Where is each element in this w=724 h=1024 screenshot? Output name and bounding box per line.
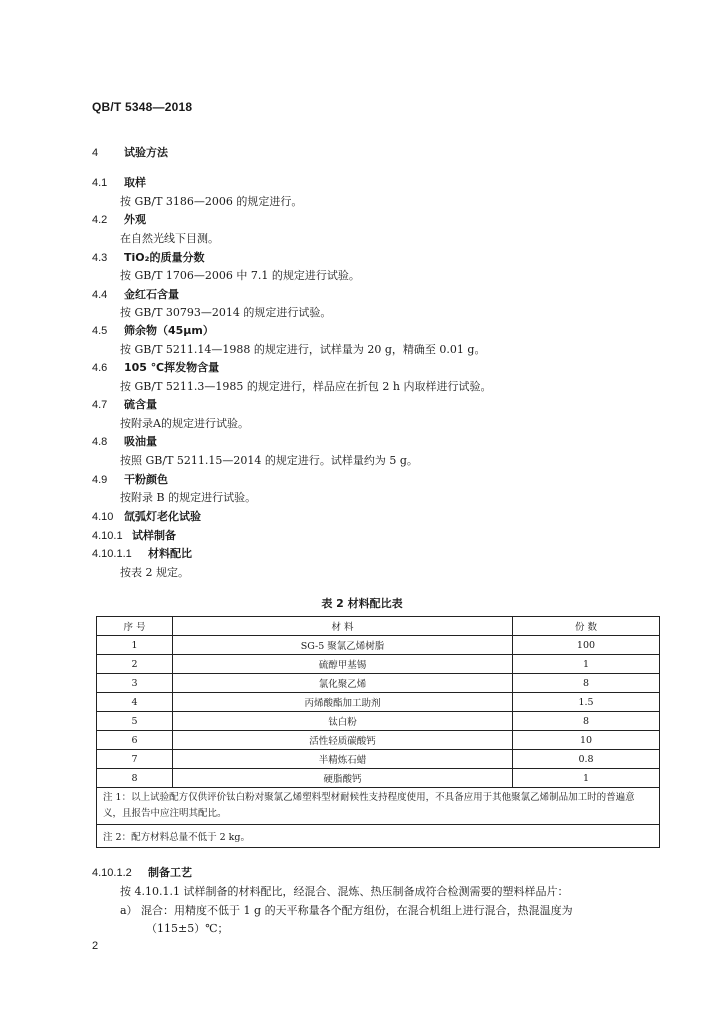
section-4-10-1-1-body: 按表 2 规定。 [120,566,189,579]
section-4-8-body: 按照 GB/T 5211.15—2014 的规定进行。试样量约为 5 g。 [120,454,418,467]
section-title: 筛余物（45μm） [124,324,214,337]
section-number: 4.10.1.2 [92,867,132,879]
section-4-6-body: 按 GB/T 5211.3—1985 的规定进行，样品应在折包 2 h 内取样进行试验。 [120,380,492,393]
section-number: 4.10.1 [92,530,123,542]
section-number: 4.7 [92,399,108,411]
section-number: 4.2 [92,214,108,226]
section-title: 硫含量 [124,398,157,411]
table-row [97,655,660,674]
section-4-10-1-2-body: 按 4.10.1.1 试样制备的材料配比，经混合、混炼、热压制备成符合检测需要的塑料样品片： [120,885,569,898]
section-title: 氙弧灯老化试验 [124,510,201,523]
table-row [97,693,660,712]
cell-material: 活性轻质碳酸钙 [173,731,513,750]
cell-serial-number: 3 [97,674,173,693]
table-row [97,750,660,769]
table-note-1: 注 1：以上试验配方仅供评价钛白粉对聚氯乙烯塑料型材耐候性支持程度使用，不具备应用于其他聚氯乙烯制品加工时的普遍意义，且报告中应注明其配比。 [97,788,660,825]
table-note-row [97,825,660,848]
section-number: 4.8 [92,436,108,448]
cell-parts: 1 [513,655,660,674]
section-number: 4 [92,147,99,159]
section-number: 4.10 [92,511,114,523]
section-title: 取样 [124,176,146,189]
section-4-6-heading [92,361,219,375]
cell-parts: 1 [513,769,660,788]
cell-material: 钛白粉 [173,712,513,731]
section-4-10-1-heading [92,529,176,543]
header-serial-number: 序 号 [97,617,173,636]
section-number: 4.6 [92,362,108,374]
section-4-9-heading [92,473,168,487]
section-title: 试样制备 [132,529,176,542]
table-row [97,769,660,788]
section-title: 制备工艺 [148,866,192,879]
section-4-8-heading [92,435,157,449]
section-4-10-1-2-heading [92,866,192,880]
header-material: 材 料 [173,617,513,636]
cell-material: 硫醇甲基锡 [173,655,513,674]
section-title: 干粉颜色 [124,473,168,486]
section-4-7-body: 按附录A的规定进行试验。 [120,417,249,430]
cell-serial-number: 8 [97,769,173,788]
cell-serial-number: 1 [97,636,173,655]
page-number: 2 [92,940,99,952]
section-4-2-body: 在自然光线下目测。 [120,232,219,245]
section-title: 试验方法 [124,146,168,159]
cell-material: 半精炼石蜡 [173,750,513,769]
section-4-3-heading [92,251,204,265]
section-4-10-1-1-heading [92,547,192,561]
standard-code: QB/T 5348—2018 [92,100,193,114]
section-number: 4.9 [92,474,108,486]
section-4-1-body: 按 GB/T 3186—2006 的规定进行。 [120,195,303,208]
section-title: 吸油量 [124,435,157,448]
section-4-heading [92,146,168,160]
cell-parts: 10 [513,731,660,750]
table-row [97,674,660,693]
section-4-9-body: 按附录 B 的规定进行试验。 [120,491,257,504]
section-4-4-body: 按 GB/T 30793—2014 的规定进行试验。 [120,306,332,319]
cell-parts: 8 [513,674,660,693]
cell-serial-number: 7 [97,750,173,769]
section-title: 材料配比 [148,547,192,560]
table-row [97,731,660,750]
cell-parts: 8 [513,712,660,731]
section-4-2-heading [92,213,146,227]
section-number: 4.1 [92,177,108,189]
section-title: 外观 [124,213,146,226]
section-number: 4.5 [92,325,108,337]
cell-material: 丙烯酸酯加工助剂 [173,693,513,712]
table-caption: 表 2 材料配比表 [321,597,403,610]
cell-serial-number: 2 [97,655,173,674]
section-number: 4.3 [92,252,108,264]
cell-parts: 1.5 [513,693,660,712]
table-header-row [97,617,660,636]
section-number: 4.4 [92,289,108,301]
section-4-3-body: 按 GB/T 1706—2006 中 7.1 的规定进行试验。 [120,269,360,282]
list-item-a: a） 混合：用精度不低于 1 g 的天平称量各个配方组份，在混合机组上进行混合，热混温度为 [120,904,573,917]
cell-parts: 100 [513,636,660,655]
table-row [97,712,660,731]
materials-table [96,616,660,848]
section-title: 105 ℃挥发物含量 [124,361,220,374]
section-number: 4.10.1.1 [92,548,132,560]
header-parts: 份 数 [513,617,660,636]
table-note-2: 注 2：配方材料总量不低于 2 kg。 [97,825,660,848]
cell-material: SG-5 聚氯乙烯树脂 [173,636,513,655]
list-item-a-continuation: （115±5）℃； [146,922,229,935]
section-4-7-heading [92,398,157,412]
cell-serial-number: 4 [97,693,173,712]
section-4-4-heading [92,288,179,302]
section-title: 金红石含量 [124,288,179,301]
cell-serial-number: 6 [97,731,173,750]
section-title: TiO₂的质量分数 [124,251,205,264]
cell-material: 氯化聚乙烯 [173,674,513,693]
table-row [97,636,660,655]
cell-parts: 0.8 [513,750,660,769]
table-note-row [97,788,660,825]
cell-serial-number: 5 [97,712,173,731]
cell-material: 硬脂酸钙 [173,769,513,788]
section-4-5-body: 按 GB/T 5211.14—1988 的规定进行，试样量为 20 g，精确至 0.01 g。 [120,343,486,356]
section-4-5-heading [92,324,214,338]
section-4-10-heading [92,510,201,524]
section-4-1-heading [92,176,146,190]
